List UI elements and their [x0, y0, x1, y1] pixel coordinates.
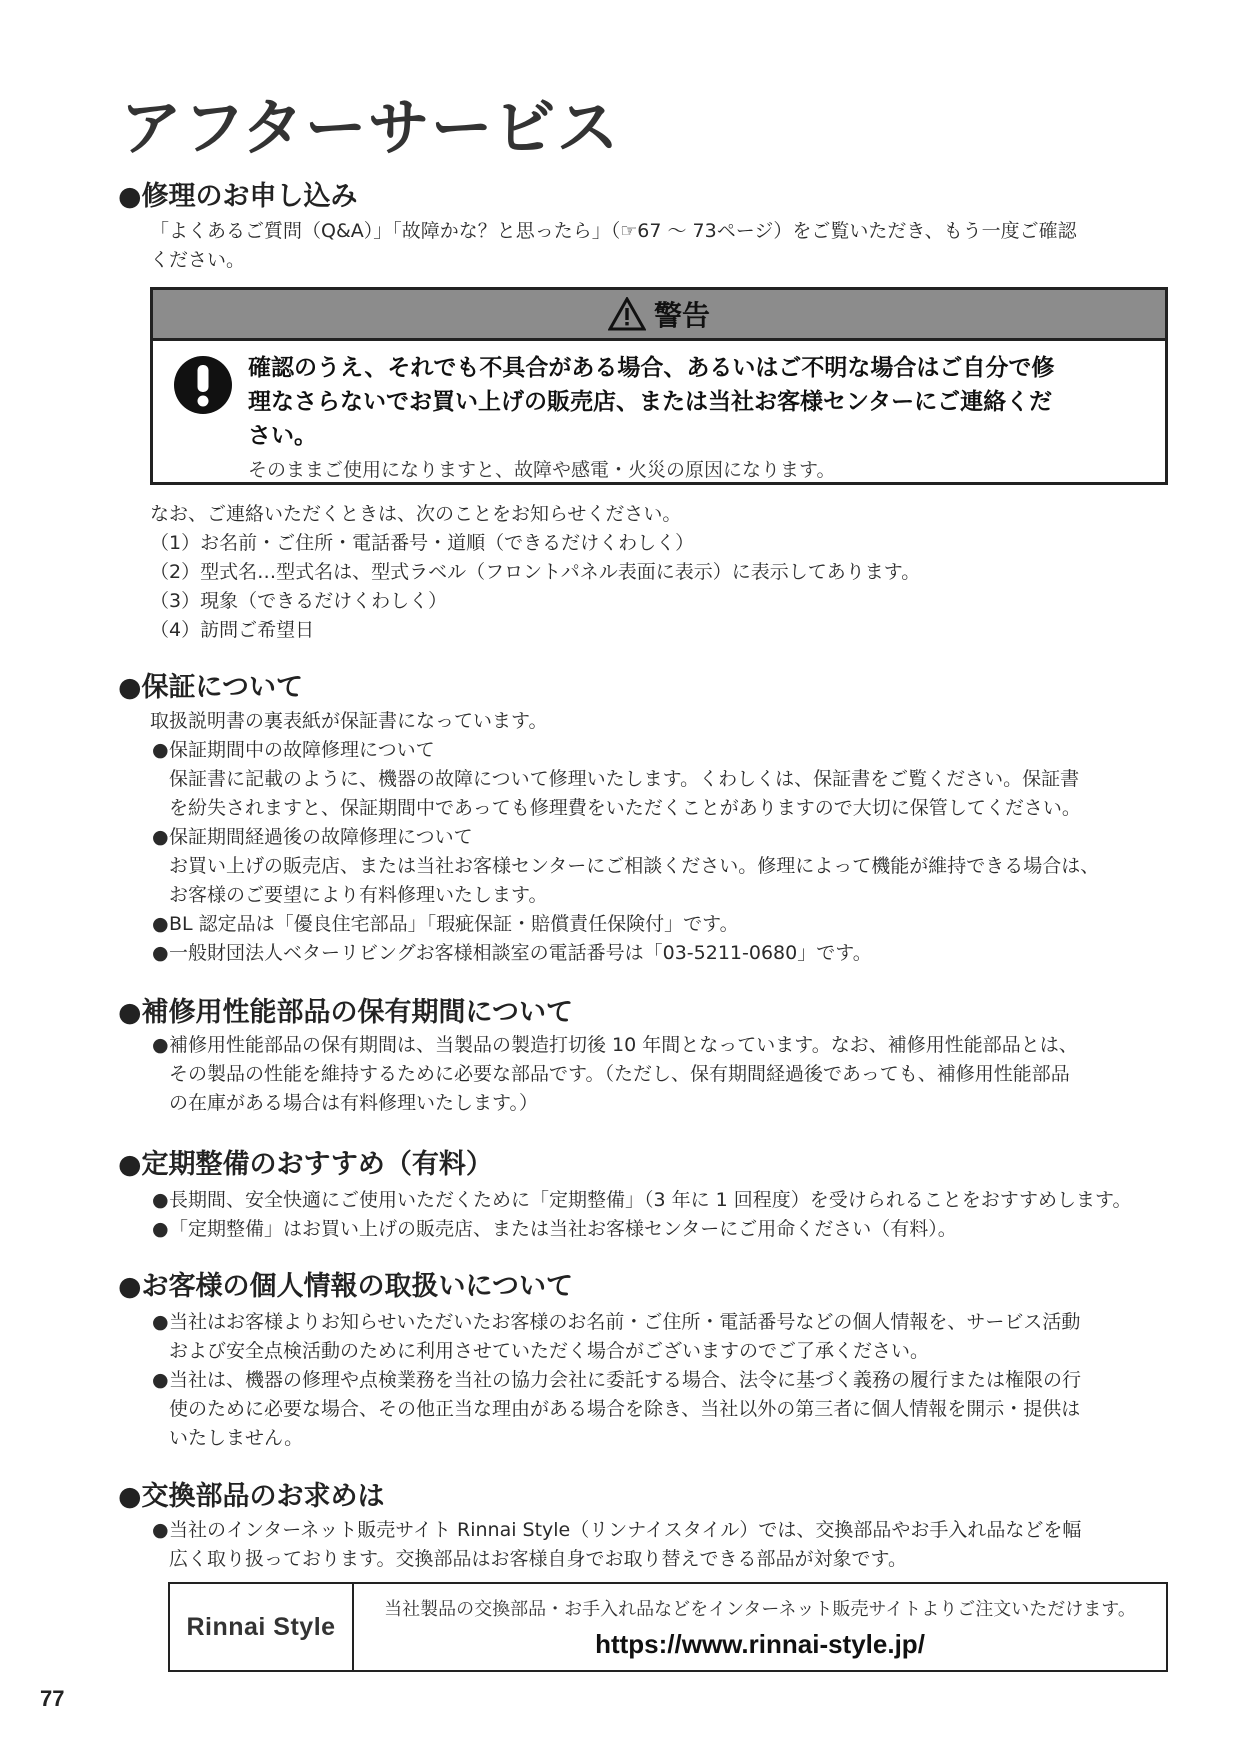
bullet-line: 当社はお客様よりお知らせいただいたお客様のお名前・ご住所・電話番号などの個人情報を、サービス活動 — [169, 1311, 1081, 1333]
bullet-line: 保証期間経過後の故障修理について — [169, 826, 473, 848]
list-item: ● 当社は、機器の修理や点検業務を当社の協力会社に委託する場合、法令に基づく義務の履行または権限の行 使のために必要な場合、その他正当な理由がある場合を除き、当社以外の第三者に個人情報を開示・提供は いたしません。 — [152, 1366, 1081, 1453]
bullet-line: お買い上げの販売店、または当社お客様センターにご相談ください。修理によって機能が維持できる場合は、 — [169, 855, 1100, 877]
bullet-line: いたしません。 — [169, 1427, 304, 1449]
contact-item: （3）現象（できるだけくわしく） — [150, 590, 448, 612]
warranty-bullets — [152, 736, 1099, 968]
bullet-line: 長期間、安全快適にご使用いただくために「定期整備」（3 年に 1 回程度）を受けられることをおすすめします。 — [169, 1189, 1132, 1211]
warning-box — [150, 287, 1168, 485]
page-number: 77 — [40, 1686, 65, 1711]
warranty-intro: 取扱説明書の裏表紙が保証書になっています。 — [150, 710, 548, 732]
warning-label: 警告 — [653, 299, 710, 332]
rinnai-style-info — [354, 1584, 1166, 1670]
bullet-line: お客様のご要望により有料修理いたします。 — [169, 884, 548, 906]
rinnai-style-box — [168, 1582, 1168, 1672]
warning-header — [153, 290, 1165, 341]
maintenance-bullets — [152, 1186, 1131, 1244]
list-item: ● 補修用性能部品の保有期間は、当製品の製造打切後 10 年間となっています。なお、補修用性能部品とは、 その製品の性能を維持するために必要な部品です。（ただし、保有期間経過後であっても、補修用性能部品 の在庫がある場合は有料修理いたします。） — [152, 1031, 1078, 1118]
warning-message — [248, 351, 1054, 453]
list-item: ● 保証期間中の故障修理について 保証書に記載のように、機器の故障について修理いたします。くわしくは、保証書をご覧ください。保証書 を紛失されますと、保証期間中であっても修理費をいただくことがありますので大切に保管してください。 — [152, 736, 1099, 823]
bullet-line: 「定期整備」はお買い上げの販売店、または当社お客様センターにご用命ください（有料）。 — [169, 1218, 957, 1240]
section-heading-repair: ●修理のお申し込み — [118, 181, 358, 212]
list-item: ● 保証期間経過後の故障修理について お買い上げの販売店、または当社お客様センターにご相談ください。修理によって機能が維持できる場合は、 お客様のご要望により有料修理いたします。 — [152, 823, 1099, 910]
contact-item: （2）型式名…型式名は、型式ラベル（フロントパネル表面に表示）に表示してあります。 — [150, 561, 921, 583]
section-heading-warranty: ●保証について — [118, 672, 304, 703]
contact-item: （1）お名前・ご住所・電話番号・道順（できるだけくわしく） — [150, 532, 695, 554]
bullet-line: 保証期間中の故障修理について — [169, 739, 435, 761]
section-heading-exchange: ●交換部品のお求めは — [118, 1481, 385, 1512]
exclamation-icon — [173, 355, 233, 415]
rinnai-style-url-link[interactable]: https://www.rinnai-style.jp/ — [595, 1628, 925, 1659]
bullet-line: の在庫がある場合は有料修理いたします。） — [169, 1092, 538, 1114]
list-item: ● 当社はお客様よりお知らせいただいたお客様のお名前・ご住所・電話番号などの個人情報を、サービス活動 および安全点検活動のために利用させていただく場合がございますのでご了承ください。 — [152, 1308, 1081, 1366]
bullet-line: 一般財団法人ベターリビングお客様相談室の電話番号は「03-5211-0680」です。 — [169, 942, 872, 964]
bullet-line: 当社のインターネット販売サイト Rinnai Style（リンナイスタイル）では、交換部品やお手入れ品などを幅 — [169, 1519, 1082, 1541]
bullet-line: 補修用性能部品の保有期間は、当製品の製造打切後 10 年間となっています。なお、補修用性能部品とは、 — [169, 1034, 1078, 1056]
repair-intro-line: 「よくあるご質問（Q&A）」「故障かな？と思ったら」（☞67 ～ 73ページ）をご覧いただき、もう一度ご確認 — [150, 220, 1077, 242]
bullet-line: BL 認定品は「優良住宅部品」「瑕疵保証・賠償責任保険付」です。 — [169, 913, 739, 935]
section-heading-parts: ●補修用性能部品の保有期間について — [118, 997, 574, 1028]
list-item: ● 一般財団法人ベターリビングお客様相談室の電話番号は「03-5211-0680」です。 — [152, 939, 1099, 968]
exchange-bullets — [152, 1516, 1081, 1574]
list-item: ● BL 認定品は「優良住宅部品」「瑕疵保証・賠償責任保険付」です。 — [152, 910, 1099, 939]
warning-message-line: 確認のうえ、それでも不具合がある場合、あるいはご不明な場合はご自分で修 — [248, 355, 1055, 381]
section-heading-maintenance: ●定期整備のおすすめ（有料） — [118, 1149, 493, 1180]
parts-bullets — [152, 1031, 1078, 1118]
contact-info — [150, 500, 920, 645]
list-item: ● 「定期整備」はお買い上げの販売店、または当社お客様センターにご用命ください（有料）。 — [152, 1215, 1131, 1244]
warning-message-line: 理なさらないでお買い上げの販売店、または当社お客様センターにご連絡くだ — [248, 389, 1053, 415]
bullet-line: 当社は、機器の修理や点検業務を当社の協力会社に委託する場合、法令に基づく義務の履行または権限の行 — [169, 1369, 1082, 1391]
warning-triangle-icon — [608, 297, 646, 331]
bullet-line: その製品の性能を維持するために必要な部品です。（ただし、保有期間経過後であっても、補修用性能部品 — [169, 1063, 1070, 1085]
bullet-line: 広く取り扱っております。交換部品はお客様自身でお取り替えできる部品が対象です。 — [169, 1548, 907, 1570]
repair-intro — [150, 217, 1077, 275]
section-heading-privacy: ●お客様の個人情報の取扱いについて — [118, 1271, 574, 1302]
repair-intro-line: ください。 — [150, 249, 246, 271]
bullet-line: 使のために必要な場合、その他正当な理由がある場合を除き、当社以外の第三者に個人情報を開示・提供は — [169, 1398, 1081, 1420]
bullet-line: 保証書に記載のように、機器の故障について修理いたします。くわしくは、保証書をご覧ください。保証書 — [169, 768, 1080, 790]
bullet-line: を紛失されますと、保証期間中であっても修理費をいただくことがありますので大切に保管してください。 — [169, 797, 1081, 819]
list-item: ● 当社のインターネット販売サイト Rinnai Style（リンナイスタイル）では、交換部品やお手入れ品などを幅 広く取り扱っております。交換部品はお客様自身でお取り替えできる部品が対象です。 — [152, 1516, 1081, 1574]
page-title: アフターサービス — [120, 91, 620, 164]
warning-message-line: さい。 — [248, 423, 317, 449]
contact-item: （4）訪問ご希望日 — [150, 619, 315, 641]
privacy-bullets — [152, 1308, 1081, 1453]
rinnai-style-logo: Rinnai Style — [170, 1584, 354, 1670]
rinnai-style-description: 当社製品の交換部品・お手入れ品などをインターネット販売サイトよりご注文いただけます。 — [384, 1598, 1136, 1620]
list-item: ● 長期間、安全快適にご使用いただくために「定期整備」（3 年に 1 回程度）を受けられることをおすすめします。 — [152, 1186, 1131, 1215]
bullet-line: および安全点検活動のために利用させていただく場合がございますのでご了承ください。 — [169, 1340, 930, 1362]
contact-intro: なお、ご連絡いただくときは、次のことをお知らせください。 — [150, 503, 682, 525]
warning-note: そのままご使用になりますと、故障や感電・火災の原因になります。 — [248, 459, 836, 481]
